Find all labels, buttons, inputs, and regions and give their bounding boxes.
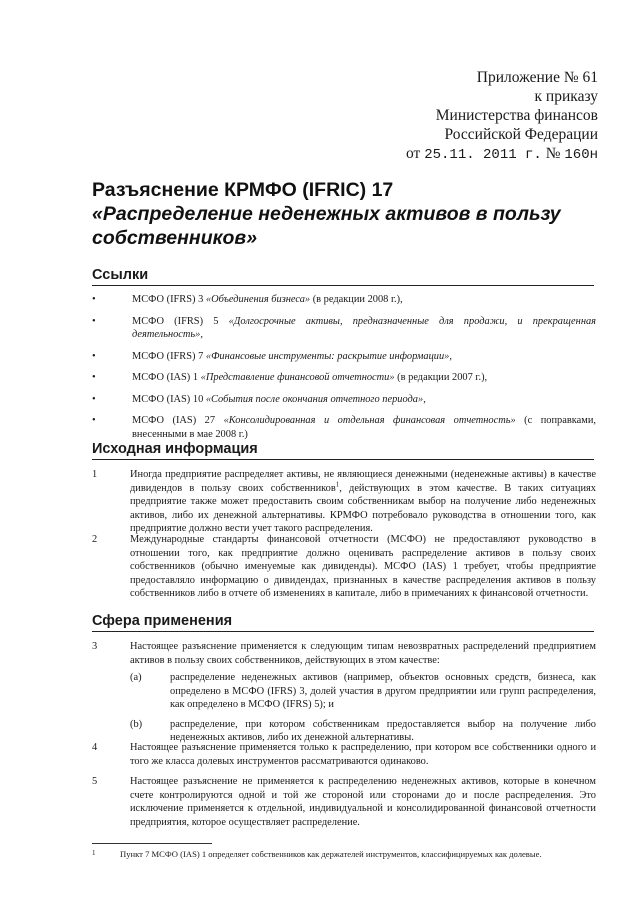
sub-item-a xyxy=(130,671,596,712)
section-heading-background: Исходная информация xyxy=(92,440,594,460)
sub-item-label: (b) xyxy=(130,718,143,730)
bullet: • xyxy=(92,350,96,362)
ref-standard: МСФО (IFRS) 7 xyxy=(132,350,206,362)
ref-standard: МСФО (IAS) 10 xyxy=(132,393,206,405)
paragraph-5 xyxy=(92,775,596,829)
ref-note: , xyxy=(449,350,452,362)
paragraph-text: Международные стандарты финансовой отчетности (МСФО) не предоставляют руководство в отношении того, как предприятие должно оценивать распределение активов в пользу своих собственников (обычно именуемые как дивиденды). МСФО (IAS) 1 требует, чтобы предприятие предоставляло информацию о дивидендах, признанных в качестве распределения активов в пользу собственников либо в отчете об изменениях в капитале, либо в примечаниях к финансовой отчетности. xyxy=(130,534,596,599)
sub-item-text: распределение неденежных активов (например, объектов основных средств, бизнеса, как определено в МСФО (IFRS) 3, долей участия в другом предприятии или групп распределения, как определено в МСФО (IFRS) 5); и xyxy=(170,672,596,710)
list-item xyxy=(92,414,596,441)
paragraph-number: 1 xyxy=(92,469,98,480)
ref-standard: МСФО (IFRS) 5 xyxy=(132,315,229,327)
order-date: 25.11. 2011 г. xyxy=(424,147,542,163)
ref-title: «Финансовые инструменты: раскрытие информации» xyxy=(205,350,450,362)
paragraph-text: Настоящее разъяснение не применяется к распределению неденежных активов, которые в конечном счете контролируются одной и той же стороной или сторонами до и после распределения. Это исключение применяется к отдельной, индивидуальной и консолидированной финансовой отчетности предприятия, которое осуществляет распределение. xyxy=(130,776,596,828)
paragraph-text-part: Иногда предприятие распределяет активы, не являющиеся денежными (неденежные активы) в качестве дивидендов в пользу своих собственников xyxy=(130,469,596,494)
date-prefix: от xyxy=(406,145,421,162)
paragraph-2 xyxy=(92,533,596,601)
ref-title: «Консолидированная и отдельная финансовая отчетность» xyxy=(223,415,516,426)
appendix-block xyxy=(406,68,598,165)
footnote-text: Пункт 7 МСФО (IAS) 1 определяет собственников как держателей инструментов, классифицируемых как долевые. xyxy=(120,849,542,859)
sub-item-text: распределение, при котором собственникам предоставляется выбор на получение либо неденежных активов, либо их денежной альтернативы. xyxy=(170,718,596,743)
order-number: 160н xyxy=(564,147,598,163)
ref-standard: МСФО (IAS) 1 xyxy=(132,372,201,383)
paragraph-1 xyxy=(92,468,596,536)
ref-standard: МСФО (IAS) 27 xyxy=(132,415,224,426)
list-item xyxy=(92,293,596,307)
bullet: • xyxy=(92,393,96,405)
bullet: • xyxy=(92,294,96,305)
paragraph-number: 4 xyxy=(92,742,98,753)
ref-title: «Представление финансовой отчетности» xyxy=(200,372,395,383)
list-item xyxy=(92,371,596,385)
footnote-number: 1 xyxy=(92,849,96,857)
ref-title: «Объединения бизнеса» xyxy=(205,294,311,305)
appendix-line: к приказу xyxy=(534,88,598,105)
paragraph-text: Настоящее разъяснение применяется только к распределению, при котором все собственники одного и того же класса долевых инструментов рассматриваются одинаково. xyxy=(130,742,596,767)
bullet: • xyxy=(92,315,96,327)
references-list xyxy=(92,293,596,449)
title-line-1: Разъяснение КРМФО (IFRIC) 17 xyxy=(92,179,394,201)
ref-note: (в редакции 2007 г.), xyxy=(394,372,488,383)
ref-note: (в редакции 2008 г.), xyxy=(310,294,403,305)
ref-note: , xyxy=(200,329,203,340)
list-item xyxy=(92,393,596,407)
bullet: • xyxy=(92,415,96,426)
footnote-marker: 1 xyxy=(335,480,340,489)
appendix-line: Российской Федерации xyxy=(444,126,598,143)
paragraph-number: 2 xyxy=(92,534,98,545)
paragraph-4 xyxy=(92,741,596,768)
paragraph-text: Настоящее разъяснение применяется к следующим типам невозвратных распределений предприятием активов в пользу своих собственников, действующих в этом качестве: xyxy=(130,641,596,666)
ref-note: , xyxy=(423,393,426,405)
section-heading-scope: Сфера применения xyxy=(92,612,594,632)
paragraph-number: 3 xyxy=(92,641,98,652)
ref-note: (с поправками, внесенными в мае 2008 г.) xyxy=(132,415,596,440)
list-item xyxy=(92,350,596,364)
section-heading-references: Ссылки xyxy=(92,266,594,286)
paragraph-text-part: , действующих в этом качестве. В таких ситуациях предприятие также может предоставить своим собственникам выбор на получение либо неденежных активов, либо их денежной альтернативы. КРМФО потребовало руководства в отношении того, как предприятие должно вести учет такого распределения. xyxy=(130,482,596,534)
ref-standard: МСФО (IFRS) 3 xyxy=(132,294,206,305)
bullet: • xyxy=(92,372,96,383)
ref-title: «События после окончания отчетного периода» xyxy=(205,393,424,405)
appendix-line: Министерства финансов xyxy=(435,107,598,124)
appendix-date-line xyxy=(406,144,598,165)
appendix-line: Приложение № 61 xyxy=(476,69,598,86)
footnote-divider xyxy=(92,843,212,844)
footnote xyxy=(92,849,596,860)
sub-item-label: (a) xyxy=(130,672,142,683)
paragraph-text xyxy=(130,468,596,536)
paragraph-number: 5 xyxy=(92,776,98,787)
number-sign: № xyxy=(545,145,561,162)
paragraph-3 xyxy=(92,640,596,745)
document-title xyxy=(92,178,602,250)
ref-title: «Долгосрочные активы, предназначенные для продажи, и прекращенная деятельность» xyxy=(132,315,597,340)
list-item xyxy=(92,315,596,342)
title-line-2: «Распределение неденежных активов в пользу собственников» xyxy=(92,203,561,249)
